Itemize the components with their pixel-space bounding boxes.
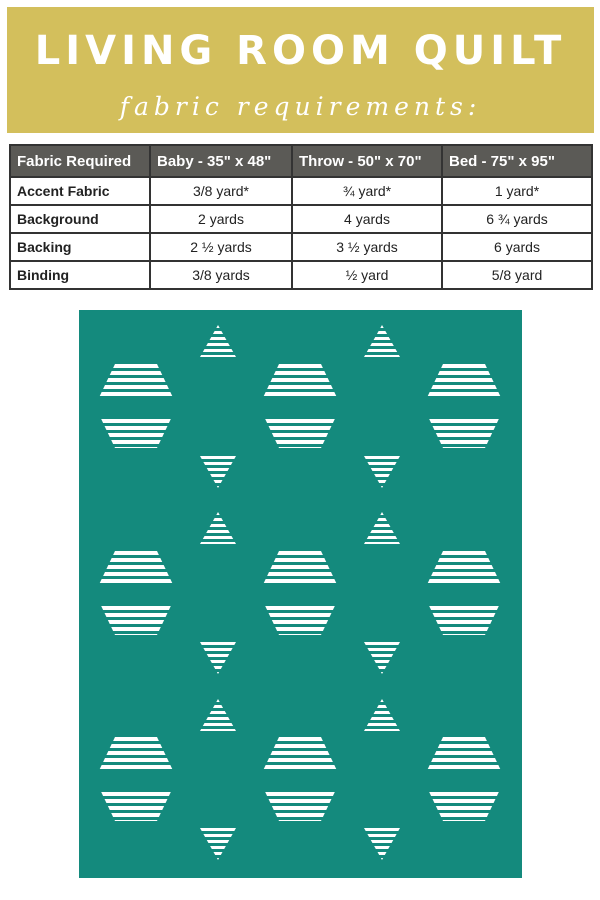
- stripe: [419, 419, 509, 423]
- stripe: [255, 765, 345, 769]
- stripe: [255, 392, 345, 396]
- column-header: Baby - 35" x 48": [150, 145, 292, 177]
- table-cell: 5/8 yard: [442, 261, 592, 289]
- stripe: [198, 456, 238, 459]
- stripe: [198, 642, 238, 645]
- table-cell: 6 yards: [442, 233, 592, 261]
- table-cell: 1 yard*: [442, 177, 592, 205]
- column-header: Bed - 75" x 95": [442, 145, 592, 177]
- stripe: [362, 828, 402, 831]
- stripe: [255, 606, 345, 610]
- stripe: [255, 579, 345, 583]
- stripe: [91, 765, 181, 769]
- table-cell: 3/8 yards: [150, 261, 292, 289]
- table-row: [10, 177, 592, 205]
- stripe: [419, 765, 509, 769]
- page-title: LIVING ROOM QUILT: [34, 28, 567, 74]
- table-cell: ¾ yard*: [292, 177, 442, 205]
- table-cell: 6 ¾ yards: [442, 205, 592, 233]
- table-cell: 3/8 yard*: [150, 177, 292, 205]
- table-cell: 4 yards: [292, 205, 442, 233]
- stripe: [91, 792, 181, 796]
- row-label: Background: [10, 205, 150, 233]
- row-label: Binding: [10, 261, 150, 289]
- stripe: [362, 642, 402, 645]
- table-cell: 3 ½ yards: [292, 233, 442, 261]
- stripe: [419, 792, 509, 796]
- table-row: [10, 205, 592, 233]
- stripe: [362, 456, 402, 459]
- column-header: Fabric Required: [10, 145, 150, 177]
- stripe: [419, 579, 509, 583]
- table-row: [10, 233, 592, 261]
- stripe: [91, 392, 181, 396]
- stripe: [91, 579, 181, 583]
- row-label: Accent Fabric: [10, 177, 150, 205]
- table-row: [10, 261, 592, 289]
- table-header-row: [10, 145, 592, 177]
- row-label: Backing: [10, 233, 150, 261]
- table-cell: ½ yard: [292, 261, 442, 289]
- stripe: [255, 792, 345, 796]
- page-subtitle: fabric requirements:: [119, 92, 482, 121]
- stripe: [91, 419, 181, 423]
- fabric-requirements-table: [9, 144, 593, 290]
- stripe: [91, 606, 181, 610]
- title-banner: [7, 7, 594, 133]
- stripe: [419, 392, 509, 396]
- stripe: [198, 828, 238, 831]
- table-cell: 2 ½ yards: [150, 233, 292, 261]
- column-header: Throw - 50" x 70": [292, 145, 442, 177]
- stripe: [419, 606, 509, 610]
- stripe: [255, 419, 345, 423]
- table-cell: 2 yards: [150, 205, 292, 233]
- quilt-preview-image: [79, 310, 522, 878]
